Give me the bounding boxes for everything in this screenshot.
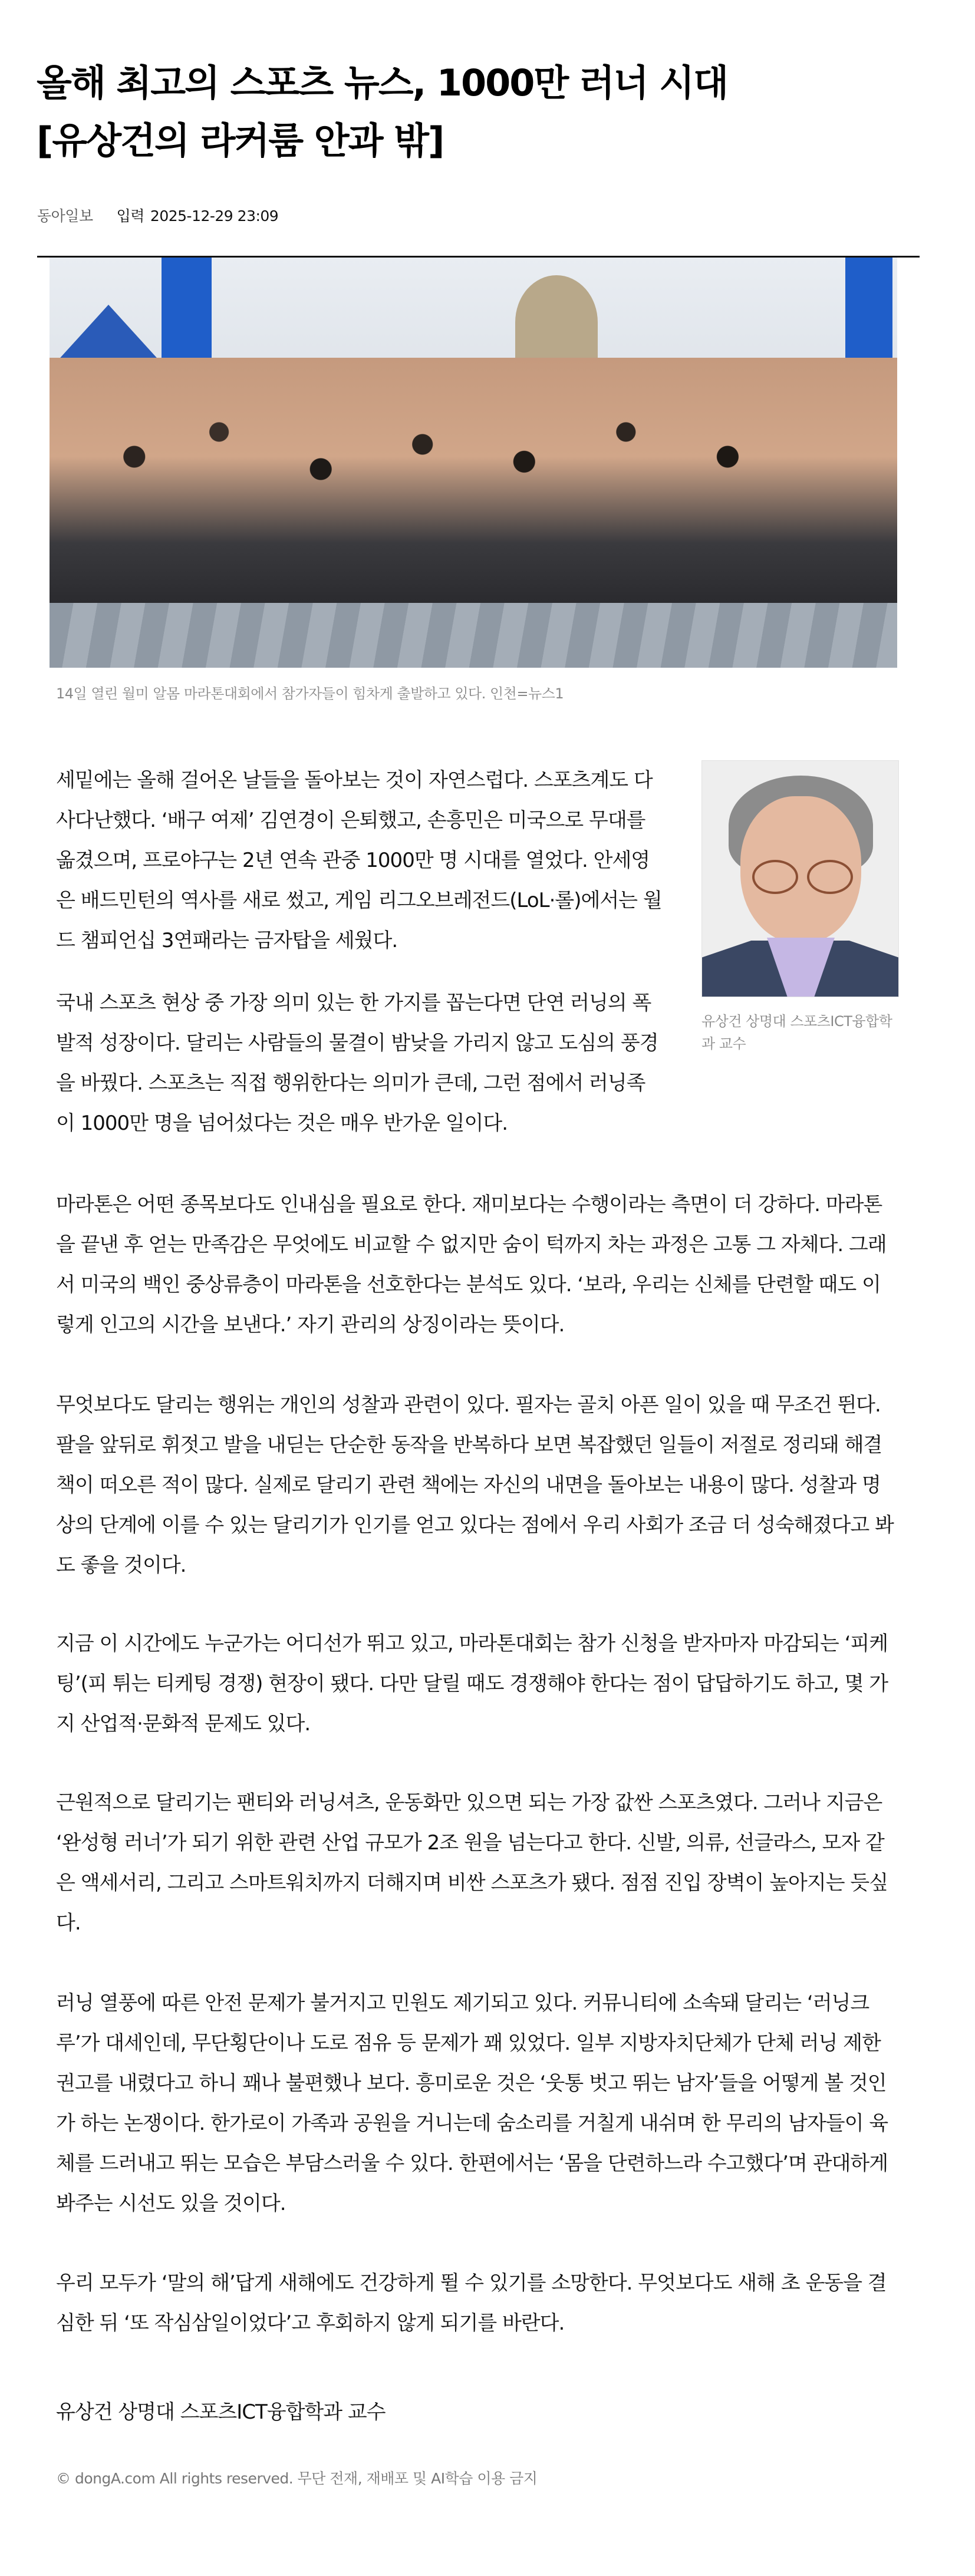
publish-date-label: 입력 [116,207,144,225]
author-photo-box [701,760,899,1055]
copyright-notice: © dongA.com All rights reserved. 무단 전재, 재배포 및 AI학습 이용 금지 [56,2470,538,2487]
author-photo [701,760,899,997]
paragraph-6: 근원적으로 달리기는 팬티와 러닝셔츠, 운동화만 있으면 되는 가장 값싼 스포츠였다. 그러나 지금은 ‘완성형 러너’가 되기 위한 관련 산업 규모가 2조 원을 넘는다고 한다. 신발, 의류, 선글라스, 모자 같은 액세서리, 그리고 스마트워치까지 더해지며 비싼 스포츠가 됐다. 점점 진입 장벽이 높아지는 듯싶다. [56,1791,888,1935]
paragraph-7: 러닝 열풍에 따른 안전 문제가 불거지고 민원도 제기되고 있다. 커뮤니티에 소속돼 달리는 ‘러닝크루’가 대세인데, 무단횡단이나 도로 점유 등 문제가 꽤 있었다. 일부 지방자치단체가 단체 러닝 제한 권고를 내렸다고 하니 꽤나 불편했나 보다. 흥미로운 것은 ‘웃통 벗고 뛰는 남자’들을 어떻게 볼 것인가 하는 논쟁이다. 한가로이 가족과 공원을 거니는데 숨소리를 거칠게 내쉬며 한 무리의 남자들이 육체를 드러내고 뛰는 모습은 부담스러울 수 있다. 한편에서는 ‘몸을 단련하느라 수고했다’며 관대하게 봐주는 시선도 있을 것이다. [56,1991,888,2215]
paragraph-8: 우리 모두가 ‘말의 해’답게 새해에도 건강하게 뛸 수 있기를 소망한다. 무엇보다도 새해 초 운동을 결심한 뒤 ‘또 작심삼일이었다’고 후회하지 않게 되기를 바란다. [56,2271,887,2335]
main-photo [50,258,897,668]
paragraph-3: 마라톤은 어떤 종목보다도 인내심을 필요로 한다. 재미보다는 수행이라는 측면이 더 강하다. 마라톤을 끝낸 후 얻는 만족감은 무엇에도 비교할 수 없지만 숨이 턱까지 차는 과정은 고통 그 자체다. 그래서 미국의 백인 중상류층이 마라톤을 선호한다는 분석도 있다. ‘보라, 우리는 신체를 단련할 때도 이렇게 인고의 시간을 보낸다.’ 자기 관리의 상징이라는 뜻이다. [56,1193,887,1337]
paragraph-2: 국내 스포츠 현상 중 가장 의미 있는 한 가지를 꼽는다면 단연 러닝의 폭발적 성장이다. 달리는 사람들의 물결이 밤낮을 가리지 않고 도심의 풍경을 바꿨다. 스포츠는 직접 행위한다는 의미가 큰데, 그런 점에서 러닝족이 1000만 명을 넘어섰다는 것은 매우 반가운 일이다. [56,991,658,1135]
author-photo-caption: 유상건 상명대 스포츠ICT융합학과 교수 [701,1013,892,1052]
paragraph-1: 세밑에는 올해 걸어온 날들을 돌아보는 것이 자연스럽다. 스포츠계도 다사다난했다. ‘배구 여제’ 김연경이 은퇴했고, 손흥민은 미국으로 무대를 옮겼으며, 프로야구는 2년 연속 관중 1000만 명 시대를 열었다. 안세영은 배드민턴의 역사를 새로 썼고, 게임 리그오브레전드(LoL·롤)에서는 월드 챔피언십 3연패라는 금자탑을 세웠다. [56,768,662,952]
publish-date-value: 2025-12-29 23:09 [150,207,279,225]
article-headline [37,54,909,170]
author-byline: 유상건 상명대 스포츠ICT융합학과 교수 [56,2400,386,2424]
paragraph-5: 지금 이 시간에도 누군가는 어디선가 뛰고 있고, 마라톤대회는 참가 신청을 받자마자 마감되는 ‘피케팅’(피 튀는 티케팅 경쟁) 현장이 됐다. 다만 달릴 때도 경쟁해야 한다는 점이 답답하기도 하고, 몇 가지 산업적·문화적 문제도 있다. [56,1632,888,1736]
press-name: 동아일보 [37,207,93,225]
publish-date [117,206,279,226]
author-photo-glasses-right [807,860,853,894]
headline-line-1: 올해 최고의 스포츠 뉴스, 1000만 러너 시대 [37,61,728,104]
headline-line-2: [유상건의 라커룸 안과 밖] [37,119,444,162]
article-meta [37,206,278,226]
paragraph-4: 무엇보다도 달리는 행위는 개인의 성찰과 관련이 있다. 필자는 골치 아픈 일이 있을 때 무조건 뛴다. 팔을 앞뒤로 휘젓고 발을 내딛는 단순한 동작을 반복하다 보면 복잡했던 일들이 저절로 정리돼 해결책이 떠오른 적이 많다. 실제로 달리기 관련 책에는 자신의 내면을 돌아보는 내용이 많다. 성찰과 명상의 단계에 이를 수 있는 달리기가 인기를 얻고 있다는 점에서 우리 사회가 조금 더 성숙해졌다고 봐도 좋을 것이다. [56,1393,894,1577]
photo-pavement [50,603,897,668]
main-photo-caption: 14일 열린 월미 알몸 마라톤대회에서 참가자들이 힘차게 출발하고 있다. 인천=뉴스1 [56,685,564,702]
photo-runners-crowd [50,358,897,605]
photo-monument-rock [515,275,598,370]
author-photo-glasses-left [752,860,798,894]
